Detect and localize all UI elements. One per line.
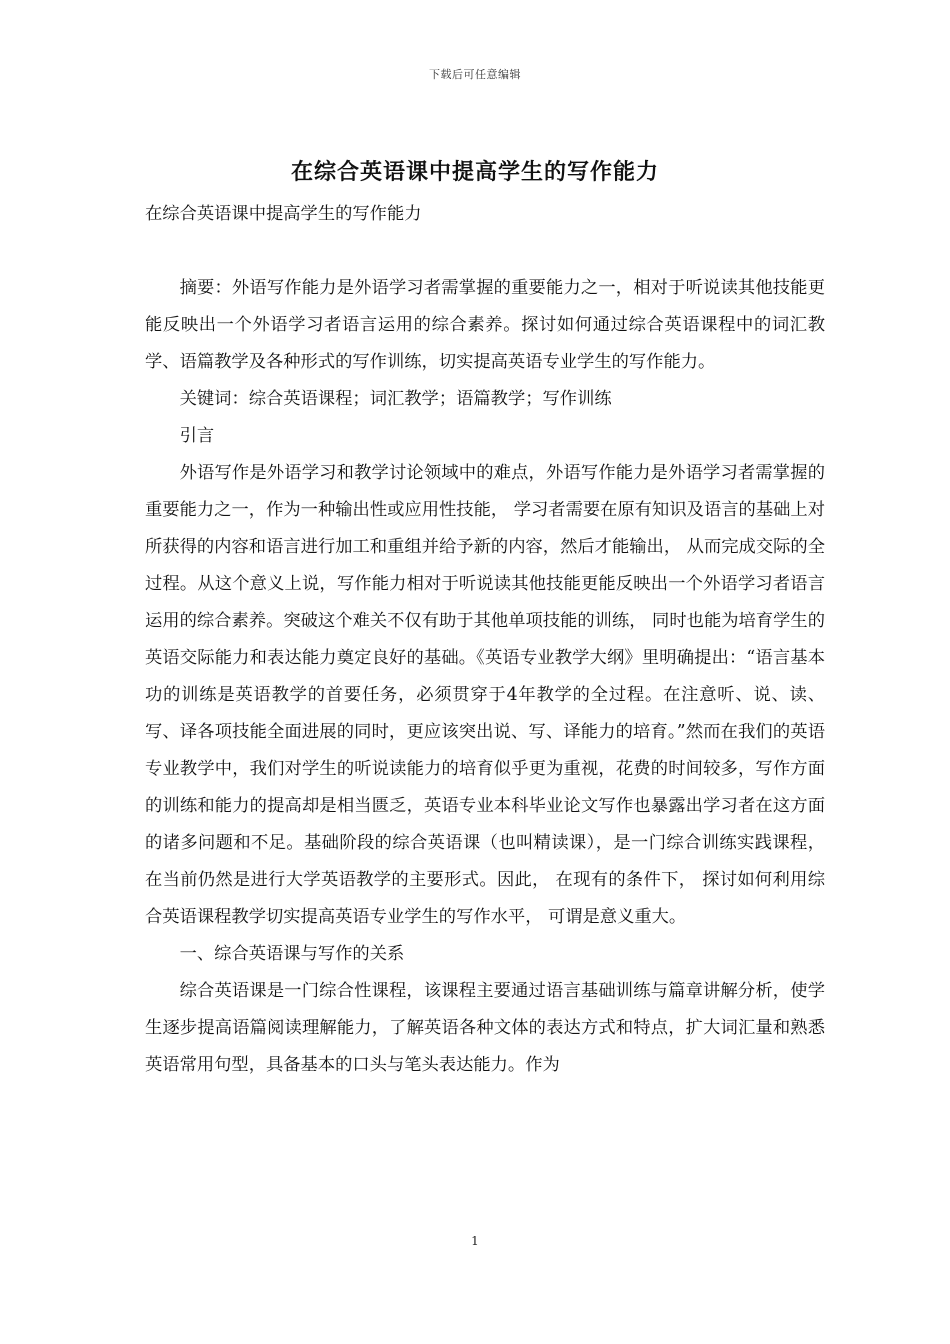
page-header-note: 下载后可任意编辑 [429,68,521,81]
document-body [145,196,825,1084]
document-title: 在综合英语课中提高学生的写作能力 [290,159,659,185]
section-1-paragraph: 综合英语课是一门综合性课程，该课程主要通过语言基础训练与篇章讲解分析，使学生逐步提高语篇阅读理解能力，了解英语各种文体的表达方式和特点，扩大词汇量和熟悉英语常用句型，具备基本的口头与笔头表达能力。作为 [145,981,825,1075]
intro-paragraph: 外语写作是外语学习和教学讨论领域中的难点，外语写作能力是外语学习者需掌握的重要能力之一，作为一种输出性或应用性技能， 学习者需要在原有知识及语言的基础上对所获得的内容和语言进行加工和重组并给予新的内容，然后才能输出， 从而完成交际的全过程。从这个意义上说，写作能力相对于听说读其他技能更能反映出一个外语学习者语言运用的综合素养。突破这个难关不仅有助于其他单项技能的训练， 同时也能为培育学生的英语交际能力和表达能力奠定良好的基础。《英语专业教学大纲》里明确提出：“语言基本功的训练是英语教学的首要任务，必须贯穿于4年教学的全过程。在注意听、说、读、写、译各项技能全面进展的同时，更应该突出说、写、译能力的培育。”然而在我们的英语专业教学中，我们对学生的听说读能力的培育似乎更为重视，花费的时间较多，写作方面的训练和能力的提高却是相当匮乏，英语专业本科毕业论文写作也暴露出学习者在这方面的诸多问题和不足。基础阶段的综合英语课（也叫精读课），是一门综合训练实践课程，在当前仍然是进行大学英语教学的主要形式。因此， 在现有的条件下， 探讨如何利用综合英语课程教学切实提高英语专业学生的写作水平， 可谓是意义重大。 [145,463,825,927]
keywords-line: 关键词：综合英语课程；词汇教学；语篇教学；写作训练 [179,389,612,409]
intro-heading: 引言 [179,426,215,446]
document-subtitle: 在综合英语课中提高学生的写作能力 [145,204,422,224]
abstract-paragraph: 摘要：外语写作能力是外语学习者需掌握的重要能力之一，相对于听说读其他技能更能反映出一个外语学习者语言运用的综合素养。探讨如何通过综合英语课程中的词汇教学、语篇教学及各种形式的写作训练，切实提高英语专业学生的写作能力。 [145,278,825,372]
page-number: 1 [471,1234,479,1248]
section-1-heading: 一、综合英语课与写作的关系 [179,944,405,964]
